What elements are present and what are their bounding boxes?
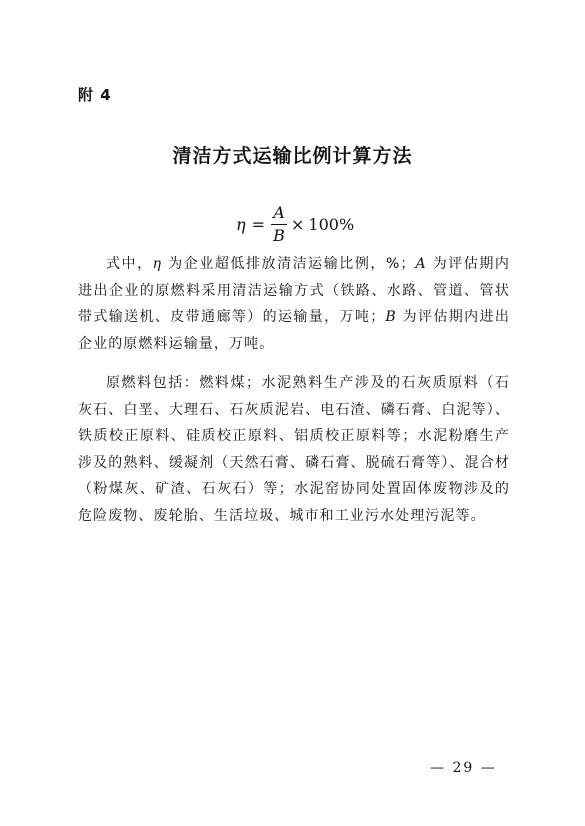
appendix-label: 附 4	[78, 86, 112, 104]
var-b: B	[385, 309, 397, 325]
page-title: 清洁方式运输比例计算方法	[172, 145, 413, 167]
def-eta: 为企业超低排放清洁运输比例，%；	[168, 256, 416, 272]
formula-equals: =	[251, 214, 265, 234]
paragraph-materials	[78, 370, 510, 529]
def-a: 为评估期内进出企业的原燃料采用清洁运输方式（铁路、水路、管道、管状带式输送机、皮带通廊等）的运输量，万吨；	[78, 256, 511, 325]
formula-numerator: A	[273, 202, 285, 222]
formula-eta: η	[236, 214, 246, 234]
def-intro: 式中，	[106, 256, 153, 272]
formula	[236, 200, 354, 248]
paragraph-definitions	[78, 251, 510, 357]
formula-times: ×	[291, 214, 305, 234]
formula-denominator: B	[273, 225, 285, 245]
formula-percent: 100%	[308, 214, 355, 234]
var-a: A	[415, 256, 427, 272]
materials-text: 原燃料包括：燃料煤；水泥熟料生产涉及的石灰质原料（石灰石、白垩、大理石、石灰质泥岩、电石渣、磷石膏、白泥等）、铁质校正原料、硅质校正原料、铝质校正原料等；水泥粉磨生产涉及的熟料、缓凝剂（天然石膏、磷石膏、脱硫石膏等）、混合材（粉煤灰、矿渣、石灰石）等；水泥窑协同处置固体废物涉及的危险废物、废轮胎、生活垃圾、城市和工业污水处理污泥等。	[78, 375, 510, 524]
var-eta: η	[152, 256, 163, 272]
formula-fraction	[271, 202, 287, 245]
def-b: 为评估期内进出企业的原燃料运输量，万吨。	[78, 309, 511, 352]
page-number: — 29 —	[430, 760, 497, 776]
